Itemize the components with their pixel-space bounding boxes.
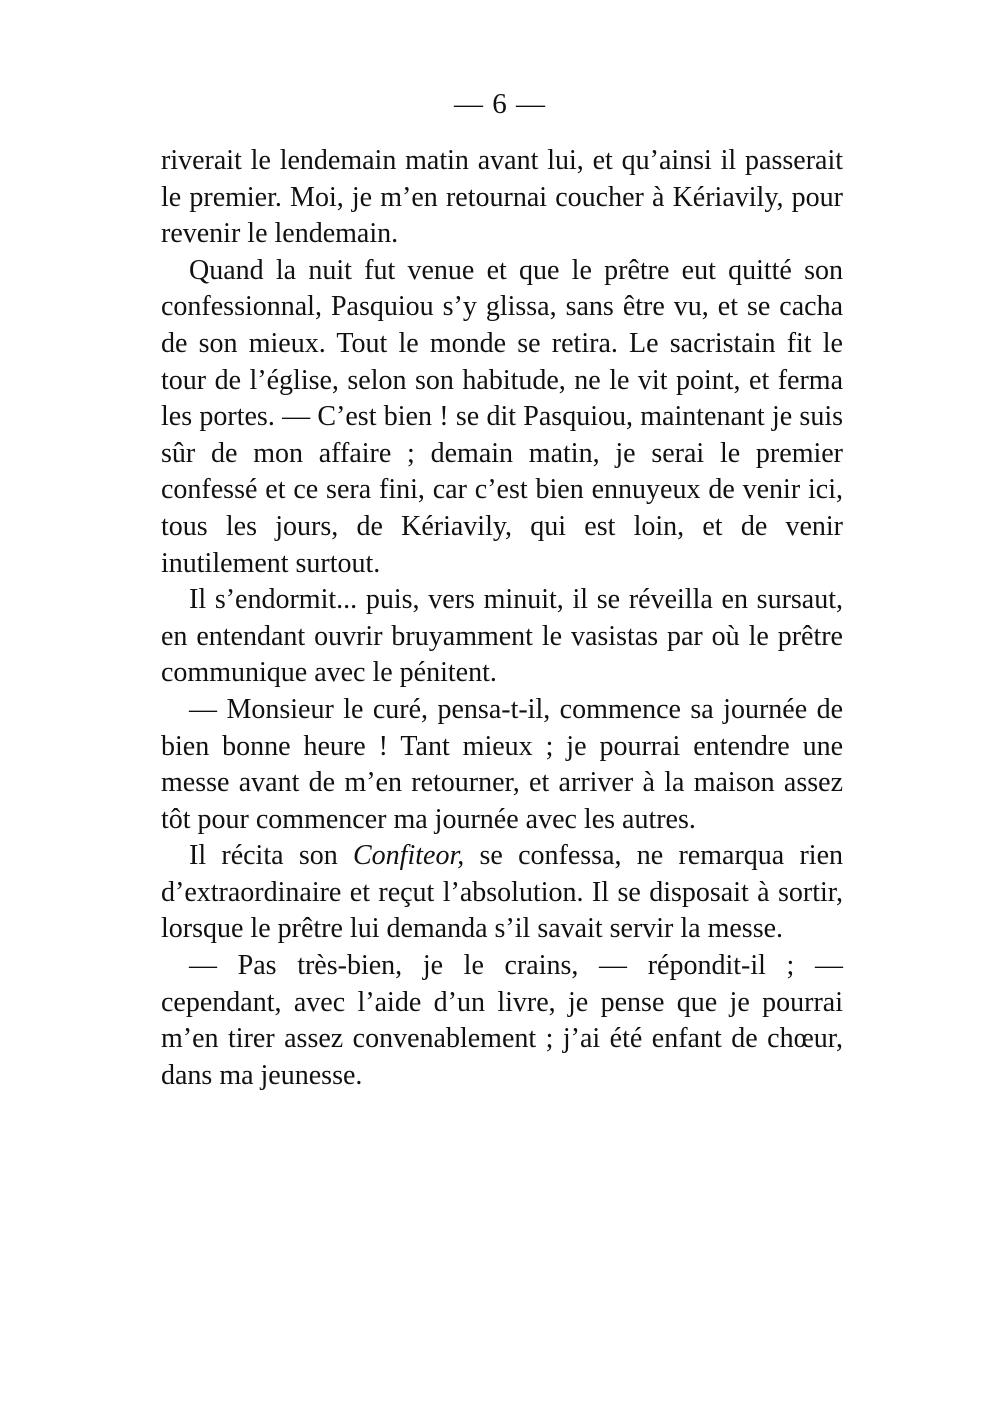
paragraph-5-end: se confessa, ne remarqua rien d’extraordinaire et reçut l’absolution. Il se disposait à sortir, lorsque le prêtre lui demanda s’il savait servir la messe. — [161, 840, 843, 945]
paragraph-5-start: Il récita son — [189, 840, 353, 872]
paragraph-6: — Pas très-bien, je le crains, — répondit-il ; — cependant, avec l’aide d’un livre, je pense que je pourrai m’en tirer assez convenablement ; j’ai été enfant de chœur, dans ma jeunesse. — [161, 950, 843, 1091]
page-number: — 6 — — [454, 88, 546, 120]
paragraph-2: Quand la nuit fut venue et que le prêtre eut quitté son confessionnal, Pasquiou s’y glissa, sans être vu, et se cacha de son mieux. Tout le monde se retira. Le sacristain fit le tour de l’église, selon son habitude, ne le vit point, et ferma les portes. — C’est bien ! se dit Pasquiou, maintenant je suis sûr de mon affaire ; demain matin, je serai le premier confessé et ce sera fini, car c’est bien ennuyeux de venir ici, tous les jours, de Kériavily, qui est loin, et de venir inutilement surtout. — [161, 254, 843, 579]
paragraph-1: riverait le lendemain matin avant lui, et qu’ainsi il passerait le premier. Moi, je m’en retournai coucher à Kériavily, pour revenir le lendemain. — [161, 145, 843, 250]
paragraph-4: — Monsieur le curé, pensa-t-il, commence sa journée de bien bonne heure ! Tant mieux ; je pourrai entendre une messe avant de m’en retourner, et arriver à la maison assez tôt pour commencer ma journée avec les autres. — [161, 693, 843, 835]
body-text — [161, 143, 843, 1094]
paragraph-5 — [161, 838, 843, 948]
paragraph-3: Il s’endormit... puis, vers minuit, il se réveilla en sursaut, en entendant ouvrir bruyamment le vasistas par où le prêtre communique avec le pénitent. — [161, 584, 843, 689]
confiteor-italic: Confiteor, — [353, 840, 465, 872]
